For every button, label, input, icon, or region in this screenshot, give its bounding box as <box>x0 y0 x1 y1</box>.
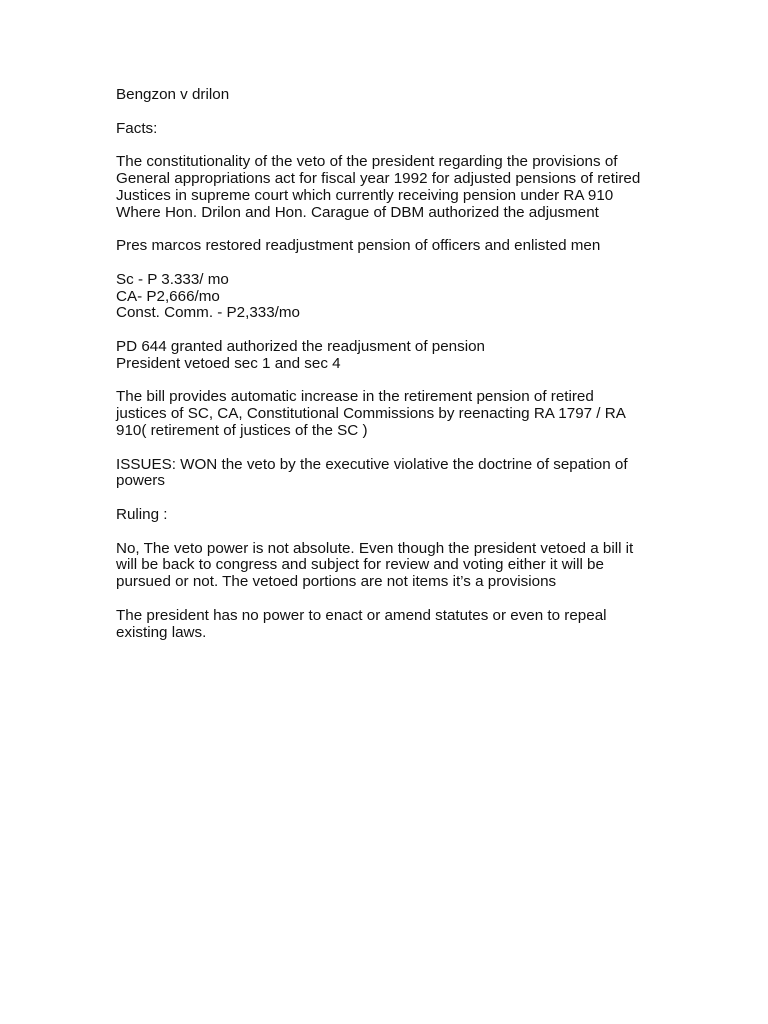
pd-paragraph <box>116 339 676 373</box>
bill-paragraph <box>116 389 676 439</box>
facts-line: General appropriations act for fiscal year 1992 for adjusted pensions of retired <box>116 169 641 187</box>
ruling-paragraph <box>116 541 676 591</box>
final-line: existing laws. <box>116 623 207 641</box>
facts-line: Where Hon. Drilon and Hon. Carague of DBM authorized the adjusment <box>116 203 599 221</box>
ruling-line: pursued or not. The vetoed portions are not items it’s a provisions <box>116 573 557 591</box>
bill-line: 910( retirement of justices of the SC ) <box>116 421 368 439</box>
ruling-heading: Ruling : <box>116 505 168 523</box>
facts-line: The constitutionality of the veto of the president regarding the provisions of <box>116 153 618 171</box>
final-line: The president has no power to enact or amend statutes or even to repeal <box>116 606 607 624</box>
marcos-paragraph: Pres marcos restored readjustment pension of officers and enlisted men <box>116 237 601 255</box>
pd-line: PD 644 granted authorized the readjusment of pension <box>116 337 485 355</box>
facts-line: Justices in supreme court which currently receiving pension under RA 910 <box>116 186 614 204</box>
bill-line: The bill provides automatic increase in the retirement pension of retired <box>116 388 594 406</box>
document-title: Bengzon v drilon <box>116 86 230 103</box>
facts-paragraph <box>116 154 676 221</box>
issues-paragraph <box>116 457 676 491</box>
document-page <box>116 87 676 658</box>
pension-line: Const. Comm. - P2,333/mo <box>116 304 301 322</box>
pension-line: Sc - P 3.333/ mo <box>116 270 229 288</box>
ruling-line: will be back to congress and subject for review and voting either it will be <box>116 556 604 574</box>
pension-line: CA- P2,666/mo <box>116 287 220 305</box>
bill-line: justices of SC, CA, Constitutional Commissions by reenacting RA 1797 / RA <box>116 405 626 423</box>
ruling-line: No, The veto power is not absolute. Even though the president vetoed a bill it <box>116 539 634 557</box>
facts-heading: Facts: <box>116 119 158 137</box>
final-paragraph <box>116 608 676 642</box>
issues-line: ISSUES: WON the veto by the executive violative the doctrine of sepation of <box>116 455 628 473</box>
pd-line: President vetoed sec 1 and sec 4 <box>116 354 341 372</box>
pension-list <box>116 272 676 322</box>
issues-line: powers <box>116 472 165 490</box>
